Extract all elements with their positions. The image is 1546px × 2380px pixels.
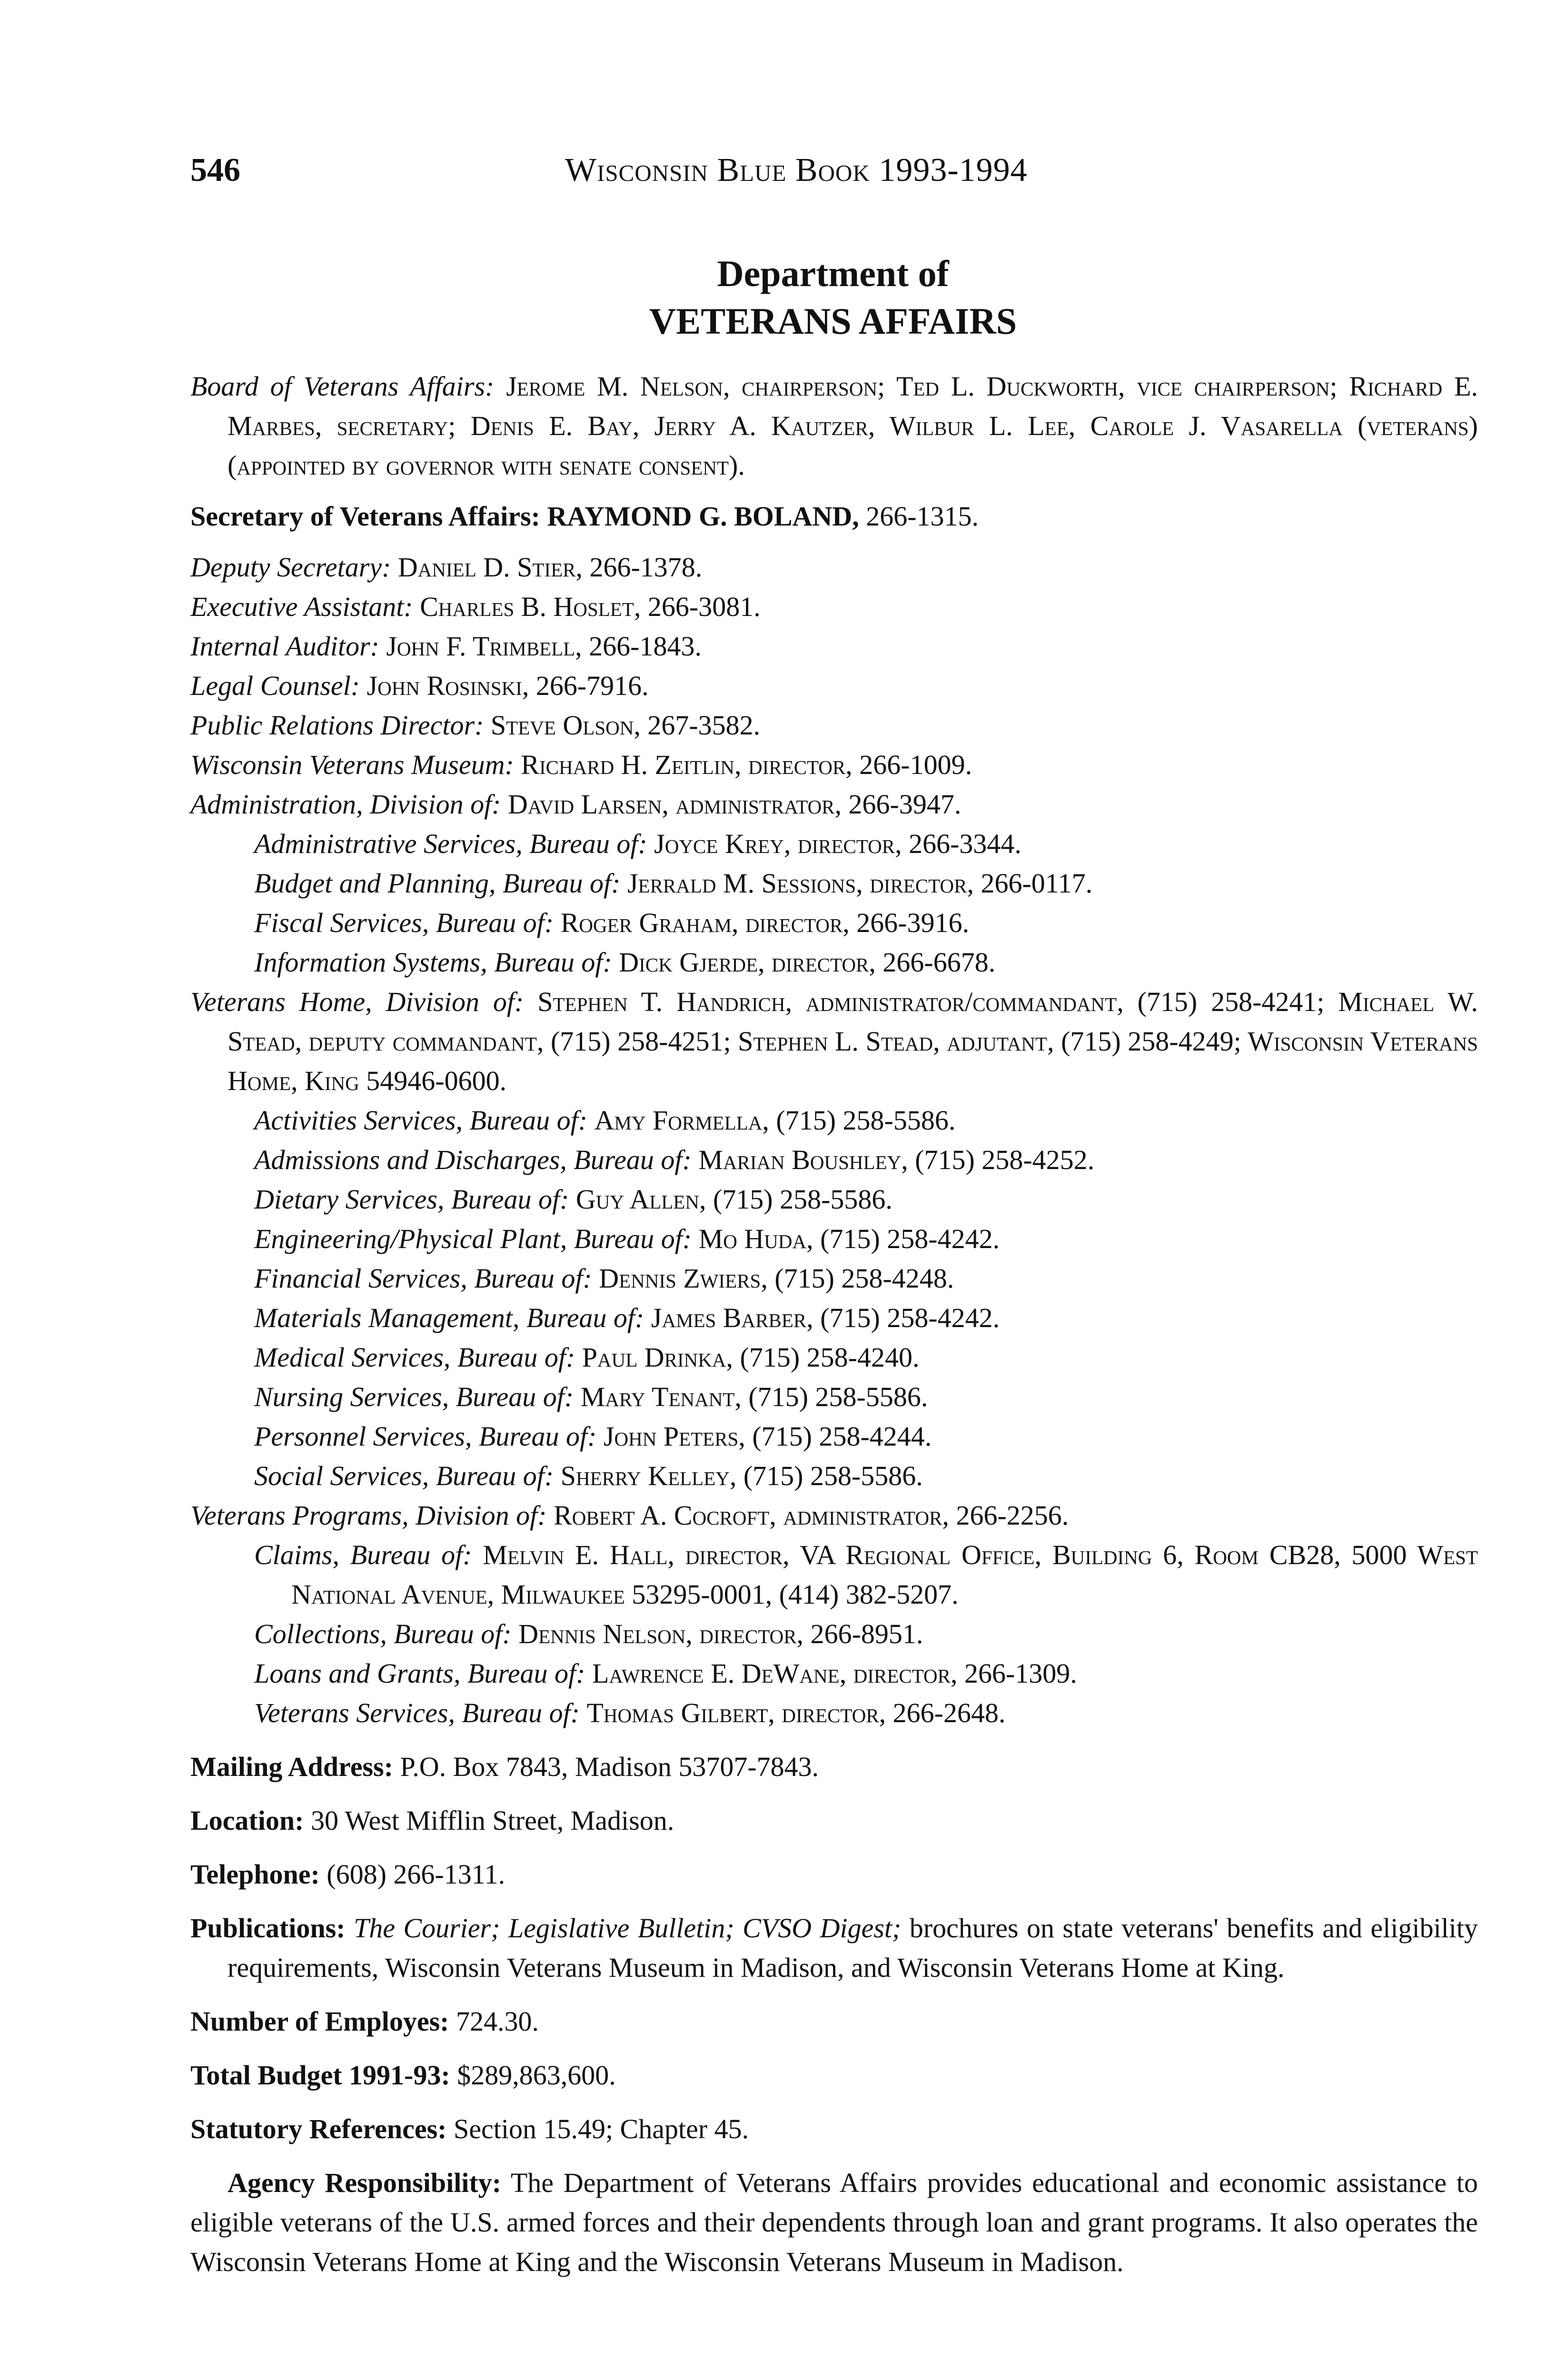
officer-text: Charles B. Hoslet, 266-3081.	[420, 591, 761, 622]
bureau-text: Guy Allen, (715) 258-5586.	[575, 1184, 892, 1215]
officer-entry	[190, 626, 1478, 666]
officer-text: Steve Olson, 267-3582.	[490, 710, 761, 741]
division-entry	[190, 1496, 1478, 1535]
division-entry	[190, 982, 1478, 1101]
bureau-text: Jerrald M. Sessions, director, 266-0117.	[627, 868, 1093, 899]
bureau-text: Lawrence E. DeWane, director, 266-1309.	[592, 1658, 1077, 1689]
mailing-address	[190, 1747, 1478, 1786]
running-header	[190, 151, 1504, 199]
bureau-label: Personnel Services, Bureau of:	[254, 1421, 597, 1452]
officer-label: Internal Auditor:	[190, 631, 379, 662]
officer-label: Legal Counsel:	[190, 670, 360, 701]
division-entry	[190, 784, 1478, 824]
secretary-label: Secretary of Veterans Affairs:	[190, 501, 540, 532]
location-value: 30 West Mifflin Street, Madison.	[310, 1805, 674, 1836]
officer-label: Wisconsin Veterans Museum:	[190, 749, 514, 780]
officer-entry	[190, 587, 1478, 626]
bureau-entry	[190, 1101, 1478, 1140]
bureau-label: Budget and Planning, Bureau of:	[254, 868, 621, 899]
officer-entry	[190, 666, 1478, 705]
bureau-text: Roger Graham, director, 266-3916.	[560, 907, 970, 938]
bureau-entry	[190, 1338, 1478, 1377]
bureau-text: Amy Formella, (715) 258-5586.	[594, 1105, 956, 1136]
officer-text: Daniel D. Stier, 266-1378.	[397, 552, 703, 583]
telephone	[190, 1854, 1478, 1894]
board-paragraph	[190, 367, 1478, 485]
bureau-label: Veterans Services, Bureau of:	[254, 1697, 580, 1728]
officer-text: Richard H. Zeitlin, director, 266-1009.	[521, 749, 972, 780]
statutory-label: Statutory References:	[190, 2113, 447, 2144]
bureau-entry	[190, 1456, 1478, 1496]
publications-rest: brochures on state veterans' benefits and eligibility requirements, Wisconsin Veterans Museum in Madison, and Wisconsin Veterans Home at King.	[228, 1913, 1478, 1983]
division-text: Robert A. Cocroft, administrator, 266-2256.	[554, 1500, 1069, 1531]
location	[190, 1801, 1478, 1840]
officer-entry	[190, 745, 1478, 784]
agency-label: Agency Responsibility:	[228, 2167, 502, 2198]
bureau-text: Dennis Nelson, director, 266-8951.	[518, 1618, 923, 1649]
bureau-text: Dick Gjerde, director, 266-6678.	[619, 947, 996, 978]
bureau-entry	[190, 1298, 1478, 1338]
bureau-label: Fiscal Services, Bureau of:	[254, 907, 554, 938]
officer-label: Executive Assistant:	[190, 591, 413, 622]
bureau-label: Activities Services, Bureau of:	[254, 1105, 588, 1136]
page-number: 546	[190, 152, 240, 188]
document-body	[190, 367, 1478, 2281]
bureau-label: Loans and Grants, Bureau of:	[254, 1658, 585, 1689]
statutory-references	[190, 2109, 1478, 2149]
bureau-label: Engineering/Physical Plant, Bureau of:	[254, 1223, 692, 1254]
publications	[190, 1908, 1478, 1987]
bureau-text: Paul Drinka, (715) 258-4240.	[582, 1342, 920, 1373]
bureau-entry	[190, 903, 1478, 942]
bureau-entry	[190, 863, 1478, 903]
bureau-label: Medical Services, Bureau of:	[254, 1342, 575, 1373]
officer-label: Deputy Secretary:	[190, 552, 391, 583]
secretary-line	[190, 496, 1478, 536]
bureau-text: Joyce Krey, director, 266-3344.	[654, 828, 1021, 859]
bureau-label: Dietary Services, Bureau of:	[254, 1184, 569, 1215]
division-text: Stephen T. Handrich, administrator/commandant, (715) 258-4241; Michael W. Stead, deputy commandant, (715) 258-4251; Stephen L. Stead, adjutant, (715) 258-4249; Wisconsin Veterans Home, King 54946-0600.	[228, 986, 1478, 1096]
bureau-label: Admissions and Discharges, Bureau of:	[254, 1144, 692, 1175]
bureau-entry	[190, 1219, 1478, 1259]
bureau-entry	[190, 1377, 1478, 1417]
board-text: Jerome M. Nelson, chairperson; Ted L. Duckworth, vice chairperson; Richard E. Marbes, secretary; Denis E. Bay, Jerry A. Kautzer, Wilbur L. Lee, Carole J. Vasarella (veterans) (appointed by governor with senate consent).	[228, 371, 1478, 481]
bureau-text: James Barber, (715) 258-4242.	[651, 1302, 1000, 1333]
bureau-entry	[190, 1614, 1478, 1654]
agency-responsibility	[190, 2163, 1478, 2281]
agency-text: The Department of Veterans Affairs provides educational and economic assistance to eligible veterans of the U.S. armed forces and their dependents through loan and grant programs. It also operates the Wisconsin Veterans Home at King and the Wisconsin Veterans Museum in Madison.	[190, 2167, 1478, 2277]
officer-label: Public Relations Director:	[190, 710, 484, 741]
officer-text: John F. Trimbell, 266-1843.	[386, 631, 702, 662]
running-title: Wisconsin Blue Book 1993-1994	[565, 152, 1028, 188]
bureau-entry	[190, 1535, 1478, 1614]
board-label: Board of Veterans Affairs:	[190, 371, 495, 402]
statutory-value: Section 15.49; Chapter 45.	[453, 2113, 749, 2144]
bureau-label: Social Services, Bureau of:	[254, 1460, 554, 1491]
location-label: Location:	[190, 1805, 304, 1836]
division-text: David Larsen, administrator, 266-3947.	[508, 789, 961, 820]
title-line-1: Department of	[717, 253, 949, 294]
budget-value: $289,863,600.	[457, 2060, 616, 2091]
number-of-employes	[190, 2002, 1478, 2041]
budget-label: Total Budget 1991-93:	[190, 2060, 450, 2091]
bureau-label: Information Systems, Bureau of:	[254, 947, 612, 978]
bureau-entry	[190, 1180, 1478, 1219]
officer-entry	[190, 705, 1478, 745]
officer-entry	[190, 547, 1478, 587]
bureau-text: Melvin E. Hall, director, VA Regional Office, Building 6, Room CB28, 5000 West National Avenue, Milwaukee 53295-0001, (414) 382-5207.	[291, 1539, 1478, 1610]
telephone-value: (608) 266-1311.	[327, 1859, 505, 1890]
department-title	[190, 250, 1476, 345]
bureau-label: Collections, Bureau of:	[254, 1618, 512, 1649]
division-label: Administration, Division of:	[190, 789, 501, 820]
secretary-phone: 266-1315.	[866, 501, 979, 532]
bureau-text: Mo Huda, (715) 258-4242.	[698, 1223, 1000, 1254]
secretary-name: RAYMOND G. BOLAND,	[547, 501, 859, 532]
bureau-entry	[190, 824, 1478, 863]
bureau-text: Sherry Kelley, (715) 258-5586.	[560, 1460, 923, 1491]
bureau-entry	[190, 1654, 1478, 1693]
bureau-text: Marian Boushley, (715) 258-4252.	[698, 1144, 1095, 1175]
bureau-label: Nursing Services, Bureau of:	[254, 1381, 574, 1412]
title-line-2: VETERANS AFFAIRS	[649, 300, 1017, 342]
bureau-text: Mary Tenant, (715) 258-5586.	[580, 1381, 928, 1412]
mailing-value: P.O. Box 7843, Madison 53707-7843.	[400, 1751, 819, 1782]
mailing-label: Mailing Address:	[190, 1751, 393, 1782]
bureau-entry	[190, 1417, 1478, 1456]
bureau-text: Dennis Zwiers, (715) 258-4248.	[599, 1263, 954, 1294]
telephone-label: Telephone:	[190, 1859, 320, 1890]
publications-label: Publications:	[190, 1913, 346, 1944]
total-budget	[190, 2055, 1478, 2095]
bureau-text: John Peters, (715) 258-4244.	[603, 1421, 932, 1452]
employees-value: 724.30.	[456, 2006, 539, 2037]
bureau-label: Materials Management, Bureau of:	[254, 1302, 644, 1333]
publications-titles: The Courier; Legislative Bulletin; CVSO Digest;	[353, 1913, 902, 1944]
bureau-entry	[190, 942, 1478, 982]
division-label: Veterans Programs, Division of:	[190, 1500, 547, 1531]
bureau-entry	[190, 1259, 1478, 1298]
officer-list	[190, 547, 1478, 1733]
bureau-text: Thomas Gilbert, director, 266-2648.	[586, 1697, 1006, 1728]
bureau-entry	[190, 1693, 1478, 1733]
officer-text: John Rosinski, 266-7916.	[367, 670, 649, 701]
bureau-label: Administrative Services, Bureau of:	[254, 828, 647, 859]
bureau-label: Financial Services, Bureau of:	[254, 1263, 592, 1294]
employees-label: Number of Employes:	[190, 2006, 449, 2037]
bureau-label: Claims, Bureau of:	[254, 1539, 472, 1570]
bureau-entry	[190, 1140, 1478, 1180]
division-label: Veterans Home, Division of:	[190, 986, 524, 1017]
